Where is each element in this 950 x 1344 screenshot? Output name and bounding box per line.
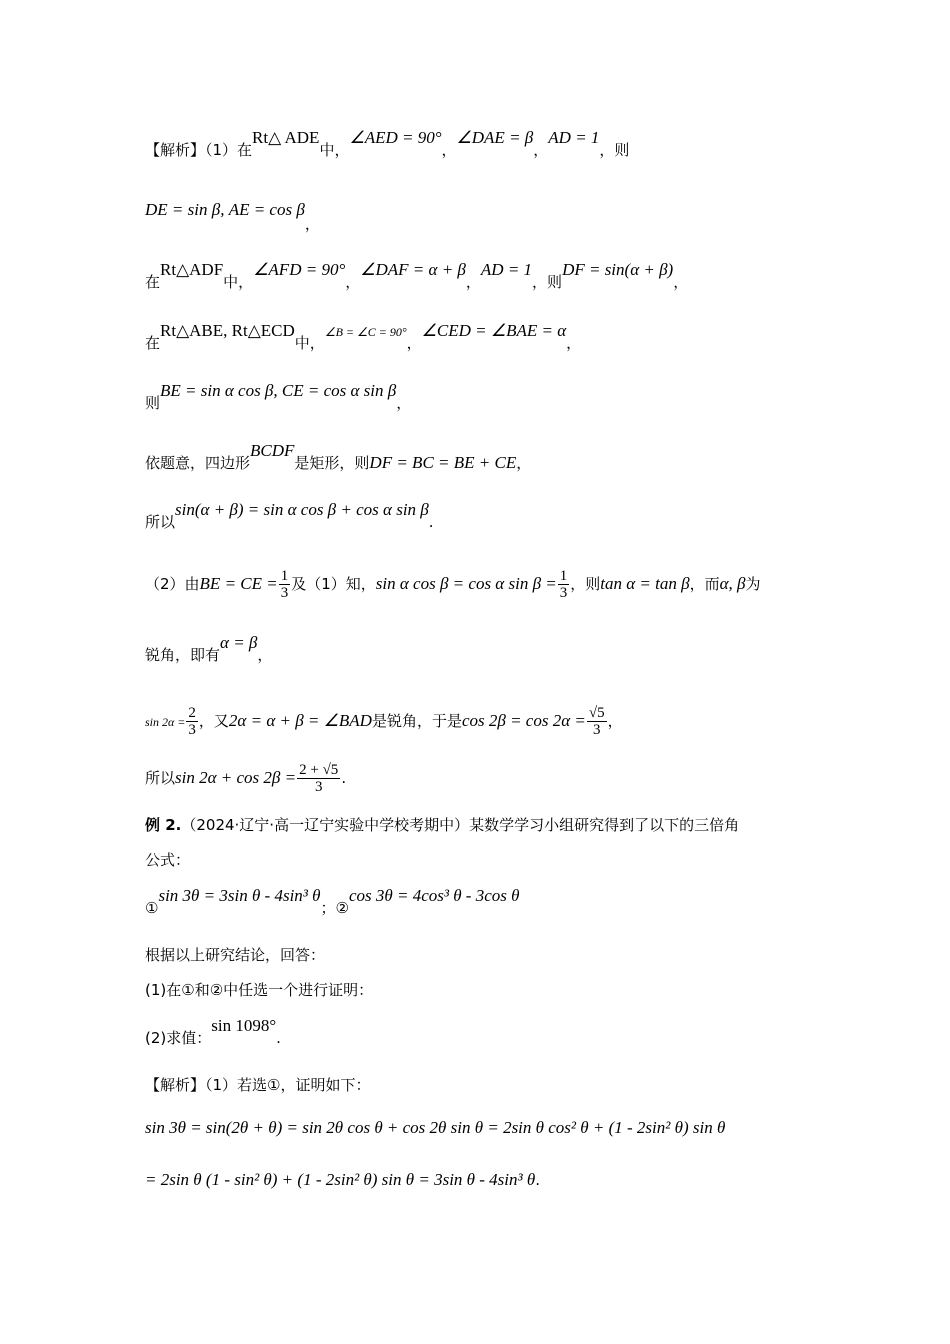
math-alpha-beta: α, β [719, 574, 746, 593]
text: ， [345, 273, 361, 291]
solution-line-11 [145, 762, 346, 795]
text: 在 [145, 273, 161, 291]
text: 中， [294, 334, 325, 352]
numerator: 1 [559, 568, 568, 584]
math-sin-2alpha: sin 2α = [145, 715, 186, 729]
math-angle-afd: ∠AFD = 90° [253, 260, 346, 279]
text: （2024·辽宁·高一辽宁实验中学校考期中）某数学学习小组研究得到了以下的三倍角 [181, 816, 740, 834]
example-label: 例 2. [145, 816, 182, 834]
math-ad-eq-1: AD = 1 [548, 128, 600, 147]
math-alpha-eq-beta: α = β [220, 633, 258, 652]
denominator: 3 [314, 779, 323, 795]
text: ， [396, 394, 412, 412]
text: ；② [320, 899, 349, 917]
math-product-eq: sin α cos β = cos α sin β = [375, 574, 557, 593]
text: ， [304, 215, 320, 233]
math-2alpha: 2α = α + β = ∠BAD [228, 711, 372, 730]
solution-line-2 [145, 200, 320, 233]
math-cos-2beta: cos 2β = cos 2α = [461, 711, 586, 730]
text: ，而 [689, 575, 720, 593]
solution-label: 【解析】（1）在 [145, 141, 253, 159]
text: （2）由 [145, 575, 200, 593]
math-sin-3theta: sin 3θ = 3sin θ - 4sin³ θ [158, 886, 321, 905]
text: 根据以上研究结论，回答： [145, 946, 326, 964]
text: 公式： [145, 851, 191, 869]
text: . [535, 1171, 541, 1189]
math-df-sin: DF = sin(α + β) [562, 260, 674, 279]
numerator: 2 + √5 [299, 762, 339, 778]
solution-line-7 [145, 500, 434, 532]
text: (1)在①和②中任选一个进行证明： [145, 981, 374, 999]
math-proof-2: = 2sin θ (1 - sin² θ) + (1 - 2sin² θ) sin θ = 3sin θ - 4sin³ θ [145, 1170, 536, 1189]
math-rt-triangle-ade: Rt△ ADE [252, 128, 320, 147]
solution-line-10 [145, 705, 623, 738]
text: 依题意，四边形 [145, 454, 251, 472]
math-tan-eq: tan α = tan β [600, 574, 690, 593]
example-line-6 [145, 1016, 281, 1048]
text: ① [145, 899, 159, 917]
text: ， [566, 334, 582, 352]
solution-line-6 [145, 441, 532, 473]
denominator: 3 [280, 585, 289, 601]
text: ， [516, 454, 532, 472]
text: ， [533, 141, 549, 159]
text: ，则 [532, 273, 563, 291]
solution-label: 【解析】（1）若选①，证明如下： [145, 1076, 371, 1094]
text: 及（1）知， [291, 575, 376, 593]
text: ， [465, 273, 481, 291]
text: 锐角，即有 [145, 646, 221, 664]
text: 中， [223, 273, 254, 291]
fraction-one-third [558, 568, 570, 601]
text: 则 [145, 394, 161, 412]
text: 是矩形，则 [294, 454, 370, 472]
math-angle-dae: ∠DAE = β [456, 128, 534, 147]
text: 所以 [145, 769, 176, 787]
text: 在 [145, 334, 161, 352]
denominator: 3 [188, 722, 196, 738]
solution-line-8 [145, 568, 761, 601]
text: 中， [319, 141, 350, 159]
example-formulas [145, 886, 520, 918]
text: ， [607, 712, 623, 730]
math-rt-triangle-adf: Rt△ADF [160, 260, 224, 279]
numerator: 2 [188, 705, 196, 721]
example-line-5 [145, 980, 373, 1000]
math-be-ce: BE = sin α cos β, CE = cos α sin β [160, 381, 397, 400]
math-angle-ced-bae: ∠CED = ∠BAE = α [421, 321, 567, 340]
solution-line-5 [145, 381, 412, 413]
math-sum-formula: sin(α + β) = sin α cos β + cos α sin β [175, 500, 429, 519]
math-rt-triangles: Rt△ABE, Rt△ECD [160, 321, 295, 340]
text: ， [257, 646, 273, 664]
math-sin-1098: sin 1098° [211, 1016, 277, 1035]
math-df-bc: DF = BC = BE + CE [369, 453, 517, 472]
text: ，则 [599, 141, 630, 159]
text: . [276, 1029, 281, 1047]
solution-line-1 [145, 128, 630, 160]
math-sum: sin 2α + cos 2β = [175, 768, 297, 787]
math-de-ae: DE = sin β, AE = cos β [145, 200, 305, 219]
solution-line-9 [145, 633, 273, 665]
text: . [341, 769, 347, 787]
proof-line-2 [145, 1170, 540, 1190]
fraction-result [297, 762, 340, 795]
math-angle-b-c: ∠B = ∠C = 90° [324, 325, 407, 339]
text: 是锐角，于是 [371, 712, 462, 730]
denominator: 3 [559, 585, 568, 601]
text: ，则 [570, 575, 601, 593]
example-line-2 [145, 850, 190, 870]
text: (2)求值： [145, 1029, 212, 1047]
denominator: 3 [592, 722, 601, 738]
example-heading [145, 815, 739, 835]
math-ad-eq-1: AD = 1 [480, 260, 533, 279]
text: 所以 [145, 513, 176, 531]
math-bcdf: BCDF [250, 441, 295, 460]
math-cos-3theta: cos 3θ = 4cos³ θ - 3cos θ [348, 886, 520, 905]
solution-2-heading [145, 1075, 371, 1095]
text: ， [406, 334, 422, 352]
text: ，又 [198, 712, 229, 730]
text: ， [441, 141, 457, 159]
text: ， [673, 273, 689, 291]
fraction-sqrt5-third [587, 705, 607, 738]
solution-line-3 [145, 260, 689, 292]
math-be-ce-eq: BE = CE = [199, 574, 278, 593]
text: . [428, 513, 434, 531]
example-line-4 [145, 945, 325, 965]
fraction-one-third [279, 568, 291, 601]
numerator: 1 [280, 568, 289, 584]
proof-line-1 [145, 1118, 725, 1138]
numerator: √5 [588, 705, 605, 721]
text: 为 [745, 575, 761, 593]
math-proof-1: sin 3θ = sin(2θ + θ) = sin 2θ cos θ + cos 2θ sin θ = 2sin θ cos² θ + (1 - 2sin² θ) sin θ [145, 1118, 726, 1137]
math-angle-daf: ∠DAF = α + β [360, 260, 466, 279]
fraction-two-thirds [186, 705, 198, 738]
math-angle-aed: ∠AED = 90° [349, 128, 442, 147]
